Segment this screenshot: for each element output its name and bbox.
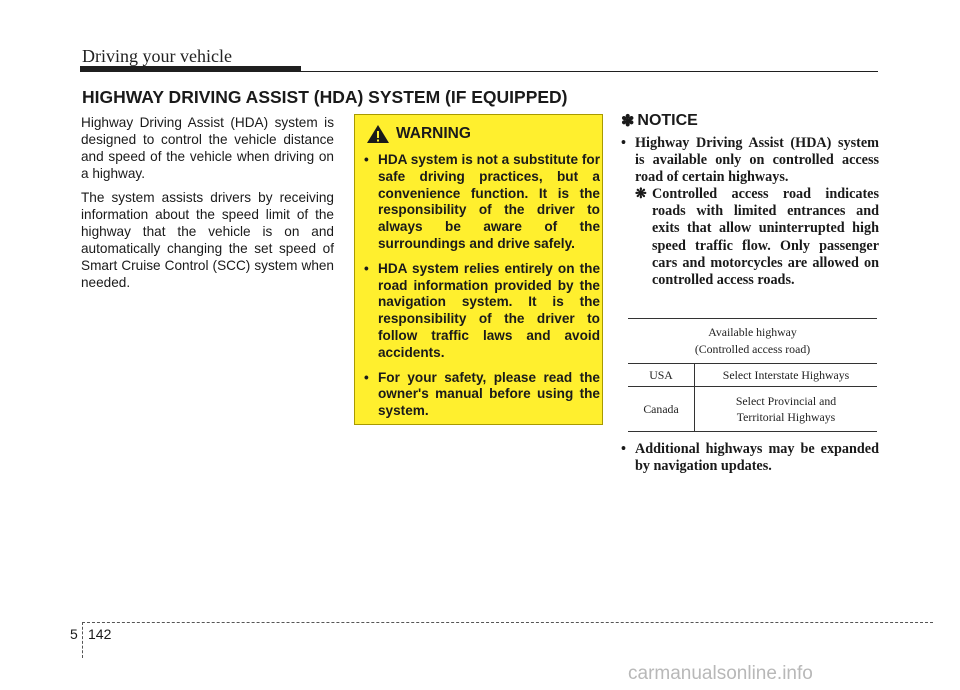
- table-cell-country: USA: [628, 364, 695, 387]
- page-title: HIGHWAY DRIVING ASSIST (HDA) SYSTEM (IF EQUIPPED): [82, 87, 568, 107]
- warning-item-text: For your safety, please read the owner's manual before using the system.: [378, 369, 600, 419]
- page-number: 142: [88, 626, 112, 642]
- table-cell-country: Canada: [628, 387, 695, 432]
- table-cell-value-line-2: Territorial Highways: [736, 410, 836, 424]
- notice-item-text: Additional highways may be expanded by navigation updates.: [635, 441, 879, 475]
- notice-item: [621, 441, 879, 475]
- table-row: [628, 387, 877, 432]
- notice-item: [621, 135, 879, 186]
- table-header-line-1: Available highway: [708, 325, 797, 339]
- table-header: [628, 319, 877, 364]
- notice-bottom: [621, 441, 879, 475]
- notice-subitem-text: Controlled access road indicates roads with limited entrances and exits that allow uninterrupted high speed traffic flow. Only passenger cars and motorcycles are allowed on controlled access roads.: [652, 186, 879, 288]
- table-row: [628, 364, 877, 387]
- notice-title: NOTICE: [637, 112, 698, 129]
- warning-box: [354, 114, 603, 425]
- bullet-dot: •: [621, 441, 626, 457]
- notice-item-text: Highway Driving Assist (HDA) system is available only on controlled access road of certain highways.: [635, 135, 879, 186]
- warning-item: [364, 370, 600, 420]
- warning-item: [364, 152, 600, 253]
- table-cell-value: Select Interstate Highways: [695, 364, 878, 387]
- warning-triangle-icon: [366, 124, 390, 144]
- bullet-dot: •: [364, 152, 369, 167]
- table-cell-value: [695, 387, 878, 432]
- footer-rule: [82, 622, 933, 623]
- bullet-dot: •: [364, 260, 369, 276]
- notice-header: [621, 111, 879, 131]
- bullet-dot: •: [364, 369, 369, 385]
- notice-subitem: [635, 186, 879, 289]
- sub-mark-icon: ❋: [635, 186, 647, 203]
- warning-list: [364, 152, 600, 428]
- warning-header: [366, 124, 471, 144]
- notice-mark-icon: ✽: [621, 113, 635, 130]
- chapter-number: 5: [70, 626, 78, 642]
- notice-section: [621, 111, 879, 289]
- intro-paragraph-2: The system assists drivers by receiving information about the speed limit of the highway that the vehicle is on and automatically changing the set speed of Smart Cruise Control (SCC) system when needed.: [81, 190, 334, 290]
- table-header-row: [628, 319, 877, 364]
- warning-item: [364, 261, 600, 362]
- table-cell-value-line-1: Select Provincial and: [735, 394, 837, 408]
- highway-table: [628, 318, 877, 432]
- warning-title: WARNING: [396, 125, 471, 142]
- intro-column: [81, 114, 334, 298]
- footer-vertical-rule: [82, 622, 83, 658]
- bullet-dot: •: [621, 135, 626, 151]
- header-rule: [301, 71, 878, 72]
- table-header-line-2: (Controlled access road): [694, 342, 811, 356]
- section-header: Driving your vehicle: [82, 46, 232, 66]
- watermark: carmanualsonline.info: [628, 663, 813, 684]
- intro-paragraph-1: Highway Driving Assist (HDA) system is designed to control the vehicle distance and speed of the vehicle when driving on a highway.: [81, 115, 334, 181]
- warning-item-text: HDA system is not a substitute for safe driving practices, but a convenience function. It is the responsibility of the driver to always be aware of the surroundings and drive safely.: [378, 152, 600, 251]
- header-bar: [80, 66, 301, 72]
- warning-item-text: HDA system relies entirely on the road information provided by the navigation system. It is the responsibility of the driver to follow traffic laws and avoid accidents.: [378, 260, 600, 360]
